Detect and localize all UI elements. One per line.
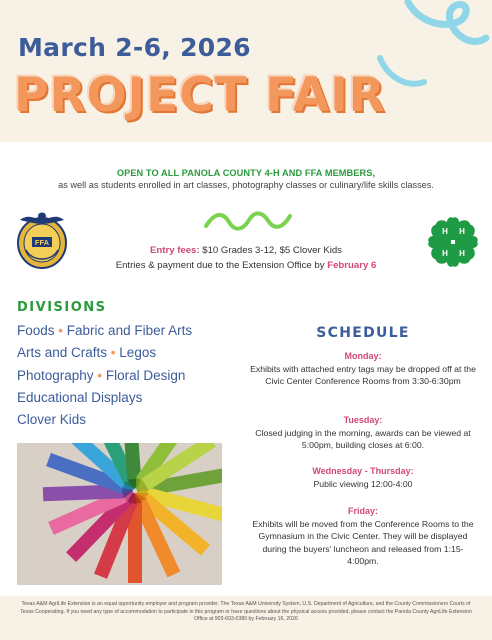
schedule-text: Public viewing 12:00-4:00 [313,478,413,489]
divisions-list [17,320,192,431]
intro [0,168,492,190]
schedule-day: Tuesday: [343,415,383,425]
schedule-item-wednesday-thursday [248,465,478,490]
division-item: Foods [17,323,55,338]
crayons-image-icon [17,443,222,585]
footer [0,596,492,640]
bullet-separator: • [110,345,116,361]
division-item: Floral Design [105,367,186,383]
bullet-separator: • [58,323,64,338]
division-row [17,342,192,364]
svg-text:H: H [442,227,448,236]
event-title: PROJECT FAIR [14,68,386,123]
divisions-heading: DIVISIONS [17,300,107,315]
entry-fees-label: Entry fees: [150,245,200,256]
schedule-text: Exhibits with attached entry tags may be dropped off at the Civic Center Conference Rooms from 3:30-6:30pm [250,363,476,387]
bullet-separator: • [97,367,103,383]
schedule-day: Friday: [347,506,378,516]
schedule-text: Exhibits will be moved from the Conference Rooms to the Gymnasium in the Civic Center. They will be displayed during the buyers' luncheon and released from 1:15-4:00pm. [252,518,474,567]
entry-fees [0,243,492,273]
svg-text:H: H [459,227,465,236]
crayons-photo [17,443,222,585]
division-item: Legos [119,345,157,361]
svg-text:H: H [442,249,448,258]
schedule-item-monday [248,350,478,388]
division-item: Photography [17,367,94,383]
division-item: Educational Displays [17,389,143,405]
division-item: Arts and Crafts [17,345,108,361]
squiggle-decoration-icon [203,208,293,232]
entry-due-date: February 6 [327,260,377,271]
intro-eligibility: OPEN TO ALL PANOLA COUNTY 4-H AND FFA MEMBERS, [116,168,376,178]
ffa-logo-text: FFA [34,238,50,247]
event-date: March 2-6, 2026 [18,33,251,62]
svg-text:H: H [459,249,465,258]
division-item: Fabric and Fiber Arts [66,323,193,338]
division-row [17,365,192,387]
footer-disclaimer: Texas A&M AgriLife Extension is an equal opportunity employer and program provider. The Texas A&M University System, U.S. Department of Agriculture, and the County Commissioners Courts of Texas Cooperating. If you need any type of accommodation to participate in this program or have questions about the physical access provided, please contact the Panola County AgriLife Extension Office at 903-693-0380 by February 16, 2026 [20,601,472,622]
schedule-item-tuesday [248,414,478,452]
schedule-item-friday [248,505,478,568]
schedule-day: Wednesday - Thursday: [312,466,414,476]
division-row [17,409,192,431]
schedule-text: Closed judging in the morning, awards can be viewed at 5:00pm, building closes at 6:00. [255,427,471,451]
entry-fees-amounts: $10 Grades 3-12, $5 Clover Kids [199,245,342,256]
swirl-decoration-icon [368,0,492,95]
entry-due-text: Entries & payment due to the Extension Office by [115,260,328,271]
header-banner [0,0,492,142]
schedule-day: Monday: [344,351,382,361]
intro-students: as well as students enrolled in art classes, photography classes or culinary/life skills classes. [58,180,434,190]
division-row [17,387,192,409]
division-row [17,320,192,342]
schedule-heading: SCHEDULE [316,325,410,341]
division-item: Clover Kids [17,412,87,428]
